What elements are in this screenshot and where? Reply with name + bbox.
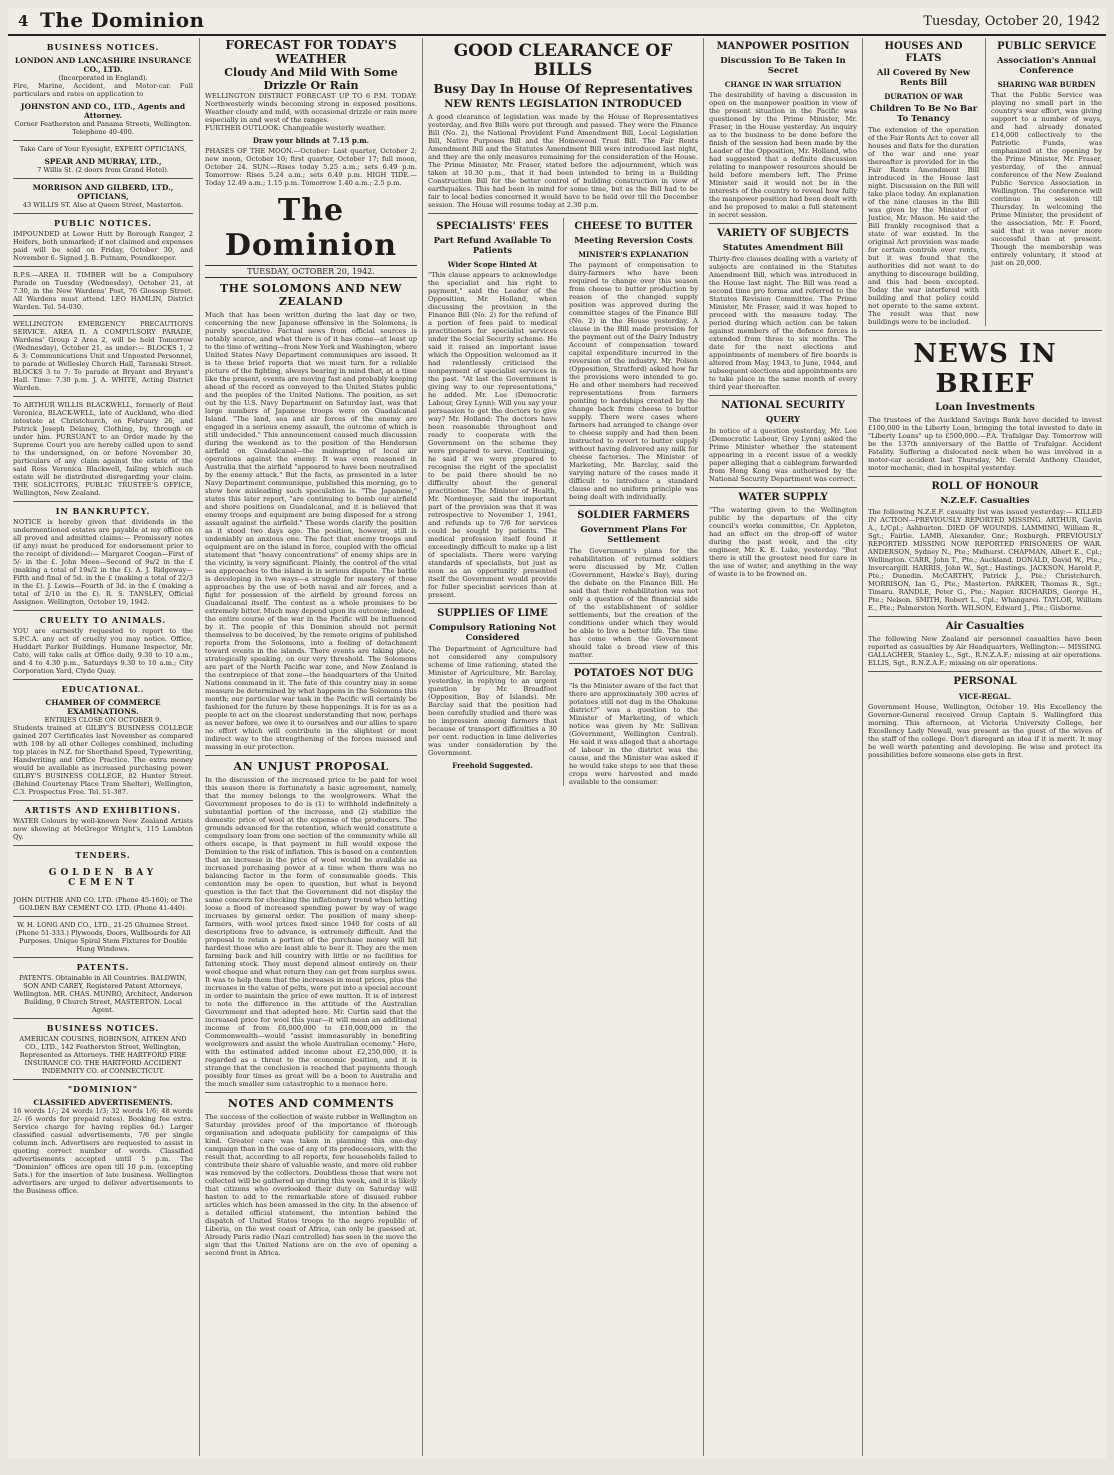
roll-of-honour-text: The following N.Z.E.F. casualty list was issued yesterday:— KILLED IN ACTION—PREVIOUSLY REPORTED MISSING. ARTHUR, Gavin A., L/Cpl.; Ashburton. DIED OF WOUNDS. LAMMING, William R., Sgt.; Fairlie. LAMB, Alexander, Gnr.; Roxburgh. PREVIOUSLY REPORTED MISSING NOW REPORTED PRISONERS OF WAR. ANDERSON, Sydney N., Pte.; Midhurst. CHAPMAN, Albert E., Cpl.; Wellington. CARR, John T., Pte.; Auckland. DONALD, David W., Pte.; Invercargill. HARRIS, John W., Sgt.; Hastings. JACKSON, Harold P., Pte.; Dunedin. McCARTHY, Patrick J., Pte.; Christchurch. MORRISON, Ian G., Pte.; Masterton. PARKER, Thomas R., Sgt.; Timaru. RANDLE, Peter G., Pte.; Napier. RICHARDS, George H., Pte.; Nelson. SMITH, Robert L., Cpl.; Whangarei. TAYLOR, William E., Pte.; Palmerston North. WILSON, Edward J., Pte.; Gisborne. [868,508,1102,612]
editorial-banner: The Dominion [224,193,398,263]
manpower-heading: MANPOWER POSITION [716,41,850,52]
notice-text: IMPOUNDED at Lower Hutt by Borough Ranger, 2 Heifers, both unmarked; if not claimed and expenses paid will be sold on Friday, October 30, and November 6. Signed J. B. Putnam, Poundkeeper. [13,230,193,262]
security-sub: QUERY [765,415,801,425]
bills-text: A good clearance of legislation was made by the House of Representatives yesterday, and five Bills were put through and passed. They were the Finance Bill (No. 2), the National Provident Fund Amendment Bill, Local Legislation Bill, Native Purposes Bill and the Homewood Trust Bill. The Fair Rents Amendment Bill and the Statutes Amendment Bill were introduced last night, and they are the only measures remaining for the consideration of the House. The Prime Minister, Mr. Fraser, stated before the adjournment, which was taken at 10.30 p.m., that it had been intended to bring in a Building Construction Bill for the better control of building construction in view of earthquakes. This had been in mind for some time, but as the Bill had to be fair to local bodies concerned it would have to be held over till the December session. The House will resume today at 2.30 p.m. [428,113,698,209]
masthead-title: The Dominion [40,8,205,32]
roll-of-honour-sub: N.Z.E.F. Casualties [940,496,1030,506]
masthead [8,8,1106,36]
notice-text: R.P.S.—AREA II. TIMBER will be a Compulsory Parade on Tuesday (Wednesday), October 21, at 7.30, in the New Wardens' Post, 76 Glossop Street. All Wardens must attend. LEO HAMLIN, District Warden. Tel. 54-030. [13,271,193,311]
houses-sub2: DURATION OF WAR [884,92,963,101]
column-right [862,38,1106,1456]
cheese-heading: CHEESE TO BUTTER [574,221,693,232]
specialists-sub: Part Refund Available To Patients [433,236,552,256]
lime-sub: Compulsory Rationing Not Considered [428,623,557,643]
specialists-heading: SPECIALISTS' FEES [436,221,549,232]
houses-text: The extension of the operation of the Fair Rents Act to cover all houses and flats for the duration of the war and one year thereafter is provided for in the Fair Rents Amendment Bill introduced in the House last night. Discussion on the Bill will take place today. An explanation of the nine clauses in the Bill was given by the Minister of Justice, Mr. Mason. He said the Bill frankly recognised that a state of war existed. In the original Act provision was made for certain controls over rents, but it was found that the authorities did not want to do anything to discourage building, and this had been excepted. Today the war interfered with building and that policy could not operate to the same extent. The result was that new buildings were to be included. [868,126,979,326]
ad-text: Take Care of Your Eyesight, EXPERT OPTICIANS, [19,145,187,153]
soldier-sub: Government Plans For Settlement [580,525,687,545]
section-educational: EDUCATIONAL. [61,684,145,694]
notice-text: To ARTHUR WILLIS BLACKWELL, formerly of Reid Veronica, BLACK-WELL, late of Auckland, who died intestate at Christchurch, on February 26, and Patrick Joseph Delaney, Clothing, by, through or under him. PURSUANT to an Order made by the Supreme Court you are hereby called upon to send to the undersigned, on or before November 30, particulars of any claim against the estate of the said Ross Veronica Blackwell, failing which such estate will be distributed disregarding your claim. THE SOLICITORS, PUBLIC TRUSTEE'S OFFICE, Wellington, New Zealand. [13,401,193,497]
section-patents: PATENTS. [76,962,130,972]
newspaper-page [8,8,1106,1459]
notice-text: WATER Colours by well-known New Zealand Artists now showing at McGregor Wright's, 115 Lambton Qy. [13,817,193,841]
cheese-text: The payment of compensation to dairy-farmers who have been required to change over this season from cheese to butter production by reason of the changed supply position was approved during the committee stages of the Finance Bill (No. 2) in the House yesterday. A clause in the Bill made provision for the payment out of the Dairy Industry Account of compensation toward capital expenditure incurred in the reversion of the industry. Mr. Polson (Opposition, Stratford) asked how far the provisions were intended to go. He and other members had received representations from farmers pointing to hardships created by the change back from cheese to butter supply. There were cases where farmers had arranged to change over to cheese supply and had then been instructed to revert to butter supply without having delivered any milk for cheese factories. The Minister of Marketing, Mr. Barclay, said the varying nature of the cases made it difficult to introduce a standard clause and no uniform principle was being dealt with individually. [569,261,698,501]
column-notices [8,38,198,1456]
personal-heading: PERSONAL [953,676,1017,687]
cheese-sub2: MINISTER'S EXPLANATION [578,250,689,259]
notice-text: NOTICE is hereby given that dividends in the undermentioned estates are payable at my office on all proved and admitted claims:— Promissory notes (if any) must be produced for endorsement prior to the receipt of dividend:— Margaret Coogan—First of 5/- in the £. John Meee—Second of 9s/2 in the £ (making a total of 19s/2 in the £). A. J. Ridgeway—Fifth and final of 5d. in the £ (making a total of 22/3 in the £). J. Lewis—Fourth of 3d. in the £ (making a total of 2/10 in the £). R. S. TANSLEY, Official Assignee. Wellington, October 19, 1942. [13,518,193,606]
freehold-heading: Freehold Suggested. [452,761,533,770]
unjust-text: In the discussion of the increased price to be paid for wool this season there is fortunately a basic agreement, namely, that the money belongs to the woolgrowers. What the Government proposes to do is (1) to withhold indefinitely a substantial portion of the increase, and (2) stabilize the domestic price of wool at the expense of the producers. The grounds advanced for the retention, which would constitute a compulsory loan from one section of the community while all others escape, is that payment in full would expose the Dominion to the risk of inflation. This is based on a contention that an increase in the price of wool would be available as increased purchasing power at a time when there was no balancing factor in the form of consumable goods. This contention may be open to question, but what is beyond question is the fact that the Government did not display the same concern for checking the inflationary trend when letting loose a flood of increased spending power by way of wage increases by general order. The position of many sheep-farmers, with wool prices fixed since 1940 for costs of all descriptions free to advance, is extremely difficult. And the proposal to retain a portion of the purchase money will hit hardest those who are least able to bear it. They are the men farming back and hill country with little or no facilities for fattening stock. They must depend almost entirely on their wool cheque and what return they can get from surplus ewes. It was to help them that the increases in meat prices, plus the increases in the value of pelts, were put into a special account in order to maintain the price of ewe mutton. It is of interest to note the difference in the attitude of the Australian Government and that adopted here. Mr. Curtin said that the increased price for wool this year—it will mean an additional income of from £6,000,000 to £10,000,000 in the Commonwealth—would "assist immeasurably in benefiting woolgrowers and assist the whole Australian economy." Here, with the estimated added income about £2,250,000, it is regarded as a threat to the economic position, and it is strange that the conclusion is reached that payments though possibly four times as great will be a boon to Australia and the much smaller sum catastrophic to a menace here. [205,776,417,1088]
section-classified: CLASSIFIED ADVERTISEMENTS. [33,1098,173,1107]
water-text: "The watering given to the Wellington public by the departure of the city council's works committee, Cr. Appleton, had an effect on the drop-off of water during the past week, and the city engineer, Mr. K. E. Luke, yesterday. "But there is still the greatest need for care in the use of water, and anything in the way of waste is to be frowned on. [709,506,857,578]
section-business-notices-2: BUSINESS NOTICES. [46,1023,160,1033]
lime-text: The Department of Agriculture had not considered any compulsory scheme of lime rationing, stated the Minister of Agriculture, Mr. Barclay, yesterday, in replying to an urgent question by Mr. Broadfoot (Opposition, Bay of Islands). Mr. Barclay said that the position had been carefully studied and there was no impression among farmers that because of transport difficulties a 30 per cent. reduction in lime deliveries was under consideration by the Government. [428,645,557,757]
section-business-notices: BUSINESS NOTICES. [46,42,160,52]
editorial-text: Much that has been written during the last day or two, concerning the new Japanese offensive in the Solomons, is purely speculative. Factual news from official sources is notably scarce, and what there is of it has come—at least up to the time of writing—from New York and Washington, where United States Navy Department communiques are issued. It is to these brief reports that we must turn for a reliable picture of the fighting, always bearing in mind that, at a time like the present, events are moving fast and probably keeping ahead of the record as conveyed to the United States public and the peoples of the United Nations. The position, as set out by the U.S. Navy Department on Saturday last, was that large numbers of Japanese troops were on Guadalcanal Island. "The land, sea and air forces of the enemy are engaged in a serious enemy assault, the outcome of which is still undecided." This announcement caused much discussion during the weekend as to the position of the Henderson airfield on Guadalcanal—the mainspring of local air operations against the enemy. It was even reasoned in Australia that the airfield "appeared to have been neutralised by the enemy attack." But the facts, as presented in a later Navy Department communique, published this morning, go to show how misleading such speculation is. "The Japanese," states this later report, "are continuing to bomb our airfield and shore positions on Guadalcanal, and it is believed that enemy troops and equipment are being disposed for a strong assault against the airfield." These words clarify the position as it stood two days ago. The position, however, still is undeniably an anxious one. The fact that enemy troops and equipment are on the island in force, coupled with the official statement that "heavy concentrations" of enemy ships are in the vicinity, is very significant. Plainly, the control of the vital sea approaches to the island is in serious dispute. The battle is developing in two ways—a struggle for mastery of those approaches by the use of both naval and air forces, and a fight for possession of the airfield by ground forces on Guadalcanal itself. The contest as a whole promises to be extremely bitter. Much may depend upon its outcome; indeed, the entire course of the war in the Pacific will be influenced by it. The people of this Dominion should not permit themselves to be deceived, by the remote origins of published reports from the Solomons, into a feeling of detachment toward events in the islands. There events are taking place, strategically speaking, on our very threshold. The Solomons are part of the North Pacific war zone, and New Zealand is the centrepiece of that zone—the headquarters of the United Nations command in it. The fate of this country may in some measure be determined by what happens in the Solomons this month; our particular war task in the Pacific will certainly be fashioned for the future by these happenings. It is for us as a people to act on the clearest understanding that now, perhaps as never before, we owe it to ourselves and our allies to spare no effort which will contribute in the slightest or most indirect way to the strengthening of the forces massed and massing in our protection. [205,311,417,751]
weather-text: WELLINGTON DISTRICT FORECAST UP TO 6 P.M. TODAY: Northwesterly winds becoming strong in exposed positions. Weather cloudy and mild, with occasional drizzle or rain more especially in and west of the ranges. [205,92,417,124]
houses-sub: All Covered By New Rents Bill [876,68,971,88]
ad-text: (Incorporated in England). [58,74,148,82]
manpower-text: The desirability of having a discussion in open on the manpower position in view of the present situation in the Pacific was questioned by the Prime Minister, Mr. Fraser, in the House yesterday. An inquiry as to the business to be done before the finish of the session had been made by the Leader of the Opposition, Mr. Holland, who had suggested that a definite discussion relating to manpower resources should be held before members left. The Prime Minister said it would not be in the interests of the country to reveal how fully the manpower position had been dealt with and he proposed to make a full statement in secret session. [709,91,857,219]
notice-text: YOU are earnestly requested to report to the S.P.C.A. any act of cruelty you may notice. Office, Huddart Parker Buildings. Humane Inspector, Mr. Cato, will take calls at Office daily, 9.30 to 10 a.m., and 4 to 4.30 p.m., Saturdays 9.30 to 10 a.m.; City Corporation Yard, Clyde Quay. [13,627,193,675]
loan-text: The trustees of the Auckland Savings Bank have decided to invest £100,000 in the Liberty Loan, bringing the total invested to date in "Liberty Loans" up to £500,000.—P.A. Trafalgar Day. Tomorrow will be the 137th anniversary of the Battle of Trafalgar. Accident Fatality. Suffering a dislocated neck when he was involved in a motor-car accident last Thursday, Mr. Gerald Anthony Claudet, motor mechanic, died in hospital yesterday. [868,416,1102,472]
moon-sun-tide: PHASES OF THE MOON.—October: Last quarter, October 2; new moon, October 10; first quarter, October 17; full moon, October 24. SUN.—Rises today 5.25 a.m.; sets 6.49 p.m. Tomorrow: Rises 5.24 a.m.; sets 6.49 p.m. HIGH TIDE.—Today 12.49 a.m.; 1.15 p.m. Tomorrow 1.40 a.m.; 2.5 p.m. [205,147,417,187]
bills-subheading: Busy Day In House Of Representatives [433,82,693,96]
potatoes-text: "Is the Minister aware of the fact that there are approximately 300 acres of potatoes still not dug in the Ohakune district?" was a question to the Minister of Marketing, of which notice was given by Mr. Sullivan (Government, Wellington Central). He said it was alleged that a shortage of labour in the district was the cause, and the Minister was asked if he would take steps to see that these crops were harvested and made available to the consumer. [569,682,698,786]
soldier-heading: SOLDIER FARMERS [577,510,690,521]
blinds-time: Draw your blinds at 7.15 p.m. [252,136,370,145]
houses-heading: HOUSES AND FLATS [884,41,963,64]
column-parliament [422,38,703,1456]
variety-sub: Statutes Amendment Bill [722,243,844,253]
loan-heading: Loan Investments [935,402,1035,413]
weather-outlook: FURTHER OUTLOOK: Changeable westerly weather. [205,124,386,132]
page-number: 4 [18,12,29,30]
public-service-sub: Association's Annual Conference [997,56,1096,76]
ad-text: JOHN DUTHIE AND CO. LTD. (Phone 45-160); or The GOLDEN BAY CEMENT CO. LTD. (Phone 41-440). [13,896,193,912]
notice-text: Students trained at GILBY'S BUSINESS COLLEGE gained 207 Certificates last November as compared with 198 by all other Colleges combined, including top places in N.Z. for Shorthand Speed, Typewriting, Handwriting and Office Practice. The extra money would be available as increased purchasing power. GILBY'S BUSINESS COLLEGE, 82 Hunter Street. (Behind Courtenay Place Tram Shelter), Wellington, C.3. Prospectus Free. Tel. 51-387. [13,724,193,796]
public-service-heading: PUBLIC SERVICE [997,41,1096,52]
air-casualties-text: The following New Zealand air personnel casualties have been reported as casualties by Air Headquarters, Wellington:— MISSING. GALLAGHER, Stanley L., Sgt., R.N.Z.A.F.; missing at air operations. ELLIS, Sgt., R.N.Z.A.F.; missing on air operations. [868,635,1102,667]
security-text: In notice of a question yesterday, Mr. Lee (Democratic Labour, Grey Lynn) asked the Prime Minister whether the statement appearing in a recent issue of a weekly paper alleging that a cablegram forwarded from Hong Kong was authorised by the National Security Department was correct. [709,427,857,483]
ad-text: 43 WILLIS ST. Also at Queen Street, Masterton. [22,201,184,209]
unjust-heading: AN UNJUST PROPOSAL [233,760,389,773]
cheese-sub: Meeting Reversion Costs [574,236,693,246]
weather-heading: FORECAST FOR TODAY'S WEATHER [225,38,397,66]
lime-heading: SUPPLIES OF LIME [437,608,548,619]
variety-text: Thirty-five clauses dealing with a variety of subjects are contained in the Statutes Amendment Bill, which was introduced in the House last night. The Bill was read a second time pro forma and referred to the Statutes Revision Committee. The Prime Minister, Mr. Fraser, said it was hoped to proceed with the measure today. The period during which action can be taken against members of the defence forces is extended from three to six months. The date for the next elections and appointments of members of fire boards is altered from May, 1943, to June, 1944, and subsequent elections and appointments are to take place in the same month of every third year thereafter. [709,255,857,391]
masthead-date: Tuesday, October 20, 1942 [923,14,1100,29]
column-editorial [199,38,422,1456]
rents-heading: NEW RENTS LEGISLATION INTRODUCED [444,99,682,110]
ad-text: W. H. LONG AND CO., LTD., 21-25 Ghuznee Street. (Phone 51-333.) Plywoods, Doors, Wallboards for All Purposes. Unique Spiral Stem Fixtures for Double Hung Windows. [15,921,191,953]
notice-text: 16 words 1/-; 24 words 1/3; 32 words 1/6; 48 words 2/- (6 words for prepaid rates). Booking fee extra. Service charge for having replies 6d.) Larger classified casual advertisements, 7/6 per single column inch. Advertisers are requested to assist in quoting correct number of words. Classified advertisements accepted until 5 p.m. The "Dominion" offices are open till 10 p.m. (excepting Sats.) for the insertion of late business. Wellington advertisers are urged to deliver advertisements to the Business office. [13,1107,193,1195]
weather-subheading: Cloudy And Mild With Some Drizzle Or Rain [224,66,398,92]
ad-morrison-gilberd: MORRISON AND GILBERD, LTD., OPTICIANS, [32,183,174,201]
section-classified-title: "DOMINION" [67,1084,139,1094]
public-service-sub2: SHARING WAR BURDEN [997,80,1096,89]
ad-chamber-commerce: CHAMBER OF COMMERCE EXAMINATIONS. [45,698,161,716]
water-heading: WATER SUPPLY [738,492,828,503]
ad-text: AMERICAN COUSINS, ROBINSON, AITKEN AND CO., LTD., 142 Featherston Street, Wellington, Represented as Attorneys. THE HARTFORD FIRE INSURANCE CO. THE HARTFORD ACCIDENT INDEMNITY CO. of CONNECTICUT. [19,1035,187,1075]
public-service-text: That the Public Service was playing no small part in the country's war effort, was giving support to a number of ways, and had already donated £14,000 collectively to the Patriotic Funds, was emphasized at the opening by the Prime Minister, Mr. Fraser, yesterday, of the annual conference of the New Zealand Public Service Association in Wellington. The conference will continue in session till Thursday. In welcoming the Prime Minister, the president of the association, Mr. F. Foord, said that it was never more successful than at present. Though the membership was entirely voluntary, it stood at just on 20,000. [991,91,1102,267]
specialists-sub2: Wider Scope Hinted At [447,260,538,269]
potatoes-heading: POTATOES NOT DUG [573,668,694,679]
ad-golden-bay-cement: GOLDEN BAY CEMENT [48,868,158,888]
air-casualties-heading: Air Casualties [945,621,1025,632]
bills-heading: GOOD CLEARANCE OF BILLS [453,41,673,80]
manpower-sub2: CHANGE IN WAR SITUATION [724,80,842,89]
manpower-sub: Discussion To Be Taken In Secret [720,56,846,76]
personal-text: Government House, Wellington, October 19. His Excellency the Governor-General received Group Captain S. Wallingford this morning. This afternoon, at Victoria University College, her Excellency Lady Newall, was present as the guest of the wives of the staff of the college. Don't disregard an idea if it is merit. It may be well worth patenting and developing. Be wise and protect its possibilities before someone else gets in first. [868,703,1102,759]
ad-text: Fire, Marine, Accident, and Motor-car. Full particulars and rates on application to [13,82,193,98]
specialists-text: "This clause appears to acknowledge the specialist and his right to payment," said the Leader of the Opposition, Mr. Holland, when discussing the provision in the Finance Bill (No. 2) for the refund of a portion of fees paid to medical practitioners for specialist services under the Social Security scheme. He said it raised an important issue which the Opposition welcomed as it had relentlessly criticised the nonpayment of specialist services in the past. "At last the Government is giving way to our representations," he added. Mr. Lee (Democratic Labour, Grey Lynn): Will you say your persuasion to get the doctors to give way? Mr. Holland: The doctors have been reasonable throughout and ready to cooperate with the Government on the scheme they were prepared to serve. Continuing, he said if we were prepared to recognise the right of the specialist to be paid there should be no difficulty about the general practitioner. The Minister of Health, Mr. Nordmeyer, said the important part of the provision was that it was retrospective to November 1, 1941, and refunds up to 7/6 for services could be sought by patients. The medical profession itself found it exceedingly difficult to make up a list of specialists. There were varying standards of specialists, but just as soon as an opportunity presented itself the Government would provide for fuller specialist services than at present. [428,271,557,599]
ad-agent: JOHNSTON AND CO., LTD., Agents and Attorney. [20,102,186,120]
news-in-brief-heading: NEWS IN BRIEF [913,339,1057,399]
notice-text: WELLINGTON EMERGENCY PRECAUTIONS SERVICE. AREA II. A COMPULSORY PARADE, Wardens' Group 2 Area 2, will be held Tomorrow (Wednesday), October 21, as under:— BLOCKS 1, 2 & 3: Communications Unit and Unposted Personnel, to parade at Wellesley Church Hall, Taranaki Street. BLOCKS 3 to 7: To parade at Bryant and Bryant's Hall. Time: 7.30 p.m. J. A. WHITE, Acting District Warden. [13,320,193,392]
section-tenders: TENDERS. [75,850,131,860]
ad-spear-murray: SPEAR AND MURRAY, LTD., [44,157,162,166]
security-heading: NATIONAL SECURITY [721,400,845,411]
ad-text: PATENTS. Obtainable in All Countries. BALDWIN, SON AND CAREY, Registered Patent Attorneys, Wellington. MR. CHAS. MUNRO, Architect, Anderson Building, 9 Church Street, MASTERTON. Local Agent. [13,974,193,1014]
notes-heading: NOTES AND COMMENTS [227,1097,395,1110]
editorial-heading: THE SOLOMONS AND NEW ZEALAND [220,282,402,308]
notes-text: The success of the collection of waste rubber in Wellington on Saturday provides proof of the importance of thorough organisation and adequate publicity for campaigns of this kind. Greater care was taken in planning this one-day campaign than in the case of any of its predecessors, with the result that, according to all reports, few households failed to contribute their share of valuable waste, and more old rubber was removed by the collectors. Doubtless those that were not collected will be gathered up during this week, and it is likely that citizens who overlooked their duty on Saturday will hasten to add to the remarkable store of disused rubber articles which has been amassed in the city. In the absence of a detailed official statement, the intention behind the dispatch of United States troops to the negro republic of Liberia, on the west coast of Africa, can only be guessed at. Already Paris radio (Nazi controlled) has seen in the move the sign that the United Nations are on the eve of opening a second front in Africa. [205,1113,417,1257]
variety-heading: VARIETY OF SUBJECTS [716,228,850,239]
soldier-text: The Government's plans for the rehabilitation of returned soldiers were discussed by Mr. Cullen (Government, Hawke's Bay), during the debate on the Finance Bill. He said that their rehabilitation was not only a question of the financial side of the establishment of soldier settlements, but the creation of the conditions under which they would be able to live a better life. The time has come when the Government should take a broad view of this matter. [569,547,698,659]
ad-text: Corner Featherston and Panama Streets, Wellington. Telephone 40-400. [14,120,192,136]
ad-london-lancashire: LONDON AND LANCASHIRE INSURANCE CO., LTD. [14,56,192,74]
vice-regal-heading: VICE-REGAL. [958,692,1012,701]
section-public-notices: PUBLIC NOTICES. [54,218,152,228]
ad-text: 7 Willis St. (2 doors from Grand Hotel). [37,166,169,174]
section-bankruptcy: IN BANKRUPTCY. [55,506,151,516]
column-manpower [703,38,862,1456]
ad-text: ENTRIES CLOSE ON OCTOBER 9. [44,716,162,724]
roll-of-honour-heading: ROLL OF HONOUR [931,481,1039,492]
houses-sub3: Children To Be No Bar To Tenancy [869,104,978,124]
editorial-date: TUESDAY, OCTOBER 20, 1942. [205,265,417,278]
section-cruelty: CRUELTY TO ANIMALS. [39,615,167,625]
section-artists: ARTISTS AND EXHIBITIONS. [24,805,182,815]
